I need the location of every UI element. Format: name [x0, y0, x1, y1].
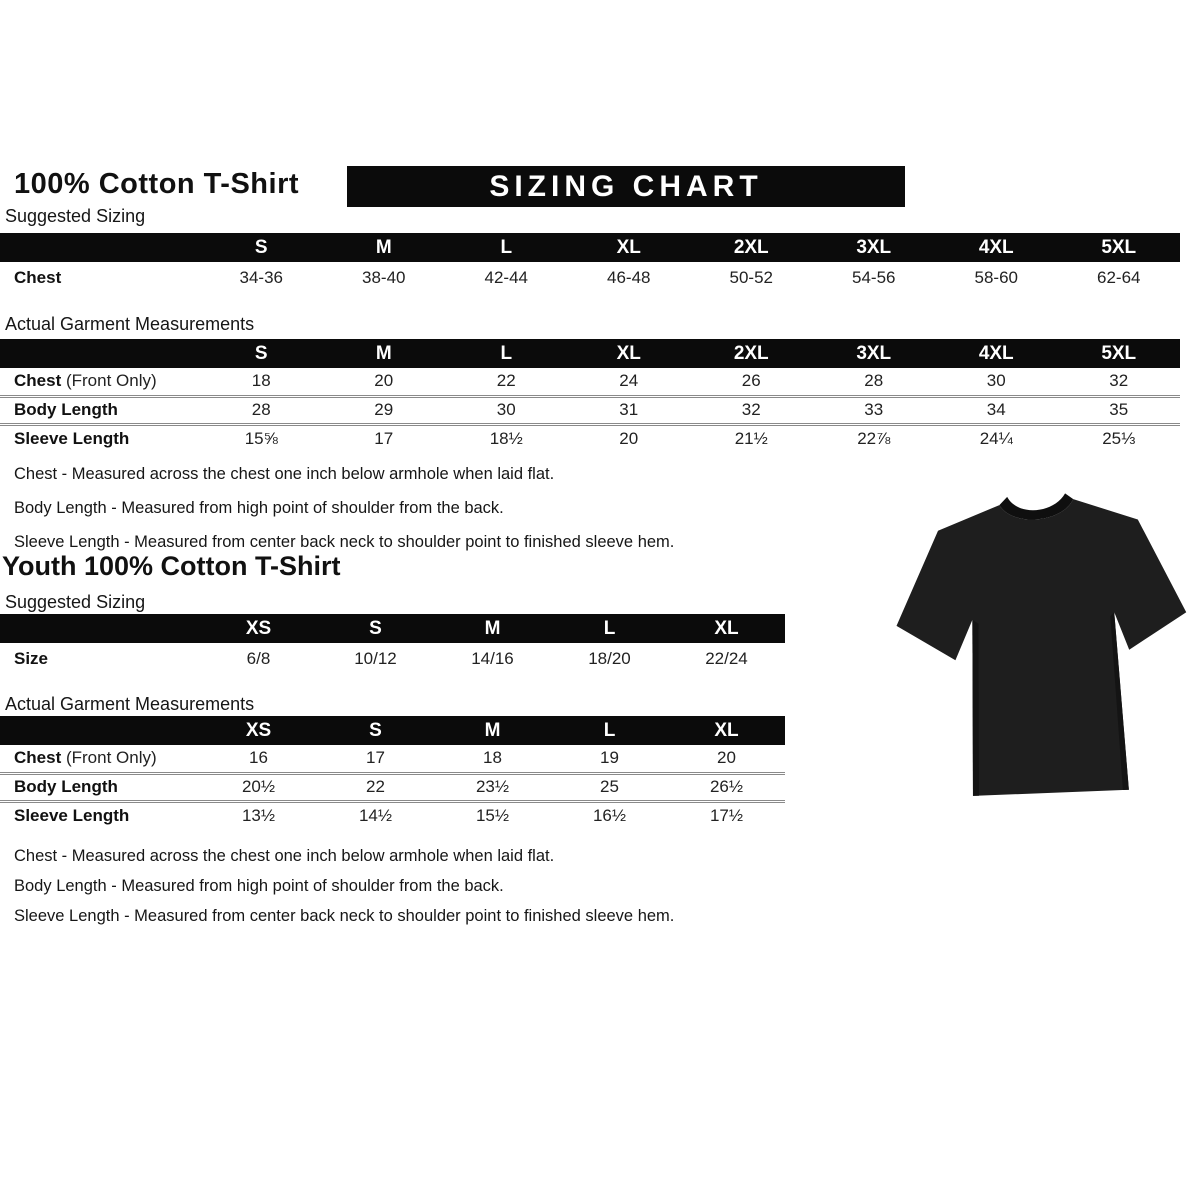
youth-actual-measurements-table: [0, 716, 785, 829]
size-col-header: 3XL: [813, 233, 936, 262]
measure-cell: 10/12: [354, 648, 397, 668]
measure-cell: 34: [935, 396, 1058, 424]
size-col-header: S: [317, 716, 434, 745]
measure-cell: 38-40: [362, 267, 406, 287]
size-col-header: 4XL: [935, 233, 1058, 262]
size-col-header: M: [323, 233, 446, 262]
adult-actual-header-row: [0, 339, 1180, 368]
adult-actual-measurements-label: Actual Garment Measurements: [5, 314, 255, 334]
youth-chest-row: [0, 745, 785, 773]
adult-body-length-row: [0, 396, 1180, 424]
measure-cell: 54-56: [852, 267, 896, 287]
size-col-header: L: [551, 716, 668, 745]
adult-actual-header-spacer: [0, 339, 200, 368]
measure-cell: 15½: [434, 801, 551, 829]
measure-cell: 21½: [690, 424, 813, 452]
size-col-header: 5XL: [1058, 339, 1181, 368]
measure-cell: 23½: [434, 773, 551, 801]
measure-cell: 24: [619, 371, 639, 391]
measure-cell: 14½: [317, 801, 434, 829]
measure-cell: 20: [374, 371, 394, 391]
measure-cell: 18: [483, 748, 502, 768]
adult-suggested-sizing-table: [0, 233, 1180, 293]
row-label: Size: [14, 648, 49, 668]
note-chest: Chest - Measured across the chest one inch below armhole when laid flat.: [14, 465, 555, 483]
row-label: Chest: [14, 267, 62, 287]
measure-cell: 62-64: [1097, 267, 1141, 287]
row-label: Chest (Front Only): [14, 371, 157, 391]
measure-cell: 16½: [551, 801, 668, 829]
size-col-header: S: [200, 339, 323, 368]
size-col-header: 2XL: [690, 233, 813, 262]
measure-cell: 34-36: [239, 267, 283, 287]
youth-sleeve-length-row: [0, 801, 785, 829]
measure-cell: 35: [1058, 396, 1181, 424]
size-col-header: XL: [668, 614, 785, 643]
measure-cell: 20½: [200, 773, 317, 801]
measure-cell: 29: [323, 396, 446, 424]
adult-chest-range-row: [0, 262, 1180, 293]
youth-suggested-header-row: [0, 614, 785, 643]
note-body-length: Body Length - Measured from high point of shoulder from the back.: [14, 499, 504, 517]
measure-cell: 22: [496, 371, 516, 391]
measure-cell: 30: [986, 371, 1006, 391]
measure-cell: 19: [600, 748, 619, 768]
youth-size-row: [0, 643, 785, 674]
adult-suggested-sizing-label: Suggested Sizing: [5, 206, 146, 226]
youth-body-length-row: [0, 773, 785, 801]
size-col-header: M: [323, 339, 446, 368]
measure-cell: 32: [690, 396, 813, 424]
measure-cell: 17: [366, 748, 385, 768]
size-col-header: XS: [200, 716, 317, 745]
size-col-header: XL: [668, 716, 785, 745]
measure-cell: 22: [317, 773, 434, 801]
youth-actual-measurements-label: Actual Garment Measurements: [5, 694, 255, 714]
measure-cell: 15⅝: [200, 424, 323, 452]
measure-cell: 17: [323, 424, 446, 452]
row-label: Body Length: [0, 396, 200, 424]
size-col-header: L: [551, 614, 668, 643]
row-label: Body Length: [0, 773, 200, 801]
measure-cell: 26½: [668, 773, 785, 801]
measure-cell: 28: [864, 371, 884, 391]
size-col-header: 5XL: [1058, 233, 1181, 262]
row-label: Sleeve Length: [0, 424, 200, 452]
measure-cell: 16: [249, 748, 268, 768]
measure-cell: 24¼: [935, 424, 1058, 452]
black-tshirt-image: [889, 474, 1198, 812]
size-col-header: 4XL: [935, 339, 1058, 368]
page-title: 100% Cotton T-Shirt: [14, 168, 300, 200]
youth-section-title: Youth 100% Cotton T-Shirt: [2, 551, 341, 581]
row-label: Sleeve Length: [0, 801, 200, 829]
adult-sleeve-length-row: [0, 424, 1180, 452]
measure-cell: 18/20: [588, 648, 631, 668]
measure-cell: 22/24: [705, 648, 748, 668]
size-col-header: XL: [568, 339, 691, 368]
size-col-header: 2XL: [690, 339, 813, 368]
measure-cell: 13½: [200, 801, 317, 829]
adult-chest-row: [0, 368, 1180, 396]
measure-cell: 46-48: [607, 267, 651, 287]
measure-cell: 32: [1109, 371, 1129, 391]
measure-cell: 50-52: [729, 267, 773, 287]
measure-cell: 30: [445, 396, 568, 424]
measure-cell: 26: [741, 371, 761, 391]
measure-cell: 28: [200, 396, 323, 424]
size-col-header: L: [445, 233, 568, 262]
note-chest: Chest - Measured across the chest one inch below armhole when laid flat.: [14, 847, 555, 865]
note-sleeve-length: Sleeve Length - Measured from center back neck to shoulder point to finished sleeve hem.: [14, 907, 675, 925]
measure-cell: 33: [813, 396, 936, 424]
measure-cell: 17½: [668, 801, 785, 829]
size-col-header: L: [445, 339, 568, 368]
measure-cell: 14/16: [471, 648, 514, 668]
size-col-header: XS: [200, 614, 317, 643]
measure-cell: 6/8: [246, 648, 271, 668]
measure-cell: 18½: [445, 424, 568, 452]
measure-cell: 58-60: [974, 267, 1018, 287]
measure-cell: 42-44: [484, 267, 528, 287]
youth-measurement-notes: [14, 841, 674, 931]
measure-cell: 31: [568, 396, 691, 424]
size-col-header: M: [434, 614, 551, 643]
adult-suggested-header-row: [0, 233, 1180, 262]
measure-cell: 25: [551, 773, 668, 801]
measure-cell: 20: [568, 424, 691, 452]
youth-suggested-sizing-label: Suggested Sizing: [5, 592, 146, 612]
adult-measurement-notes: [14, 457, 674, 559]
note-body-length: Body Length - Measured from high point of shoulder from the back.: [14, 877, 504, 895]
tshirt-icon: [889, 474, 1198, 812]
size-col-header: S: [200, 233, 323, 262]
row-label: Chest (Front Only): [14, 748, 157, 768]
measure-cell: 18: [251, 371, 271, 391]
sizing-chart-banner: SIZING CHART: [347, 166, 905, 207]
size-col-header: XL: [568, 233, 691, 262]
youth-actual-header-row: [0, 716, 785, 745]
note-sleeve-length: Sleeve Length - Measured from center back neck to shoulder point to finished sleeve hem.: [14, 533, 675, 551]
size-col-header: 3XL: [813, 339, 936, 368]
youth-actual-header-spacer: [0, 716, 200, 745]
youth-suggested-sizing-table: [0, 614, 785, 674]
size-col-header: S: [317, 614, 434, 643]
adult-actual-measurements-table: [0, 339, 1180, 452]
measure-cell: 22⅞: [813, 424, 936, 452]
youth-suggested-header-spacer: [0, 614, 200, 643]
size-col-header: M: [434, 716, 551, 745]
measure-cell: 25⅓: [1058, 424, 1181, 452]
measure-cell: 20: [717, 748, 736, 768]
adult-suggested-header-spacer: [0, 233, 200, 262]
